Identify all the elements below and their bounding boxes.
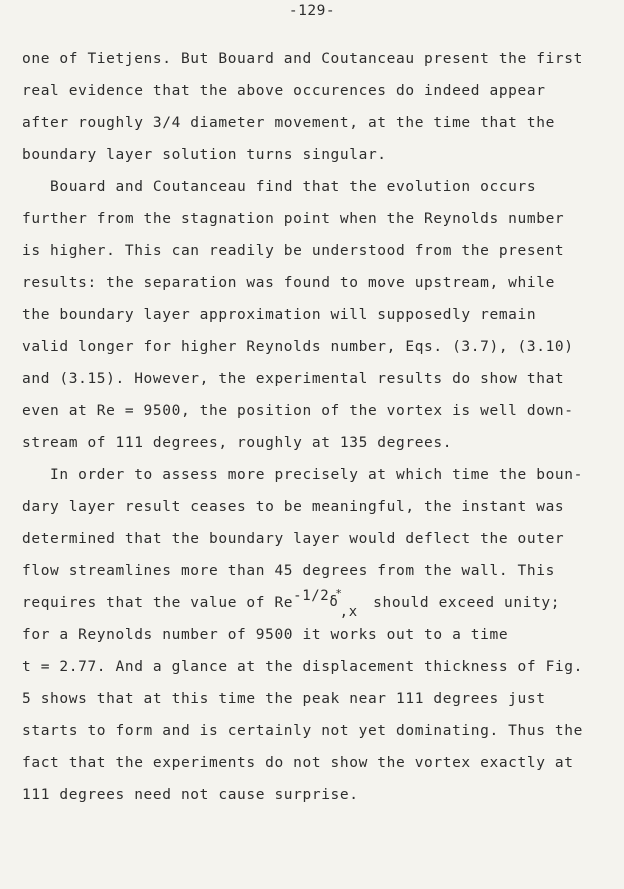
equation-text-before: requires that the value of Re (22, 595, 294, 611)
text-line: for a Reynolds number of 9500 it works out to a time (22, 627, 509, 643)
text-line: 5 shows that at this time the peak near 111 degrees just (22, 691, 546, 707)
text-line: determined that the boundary layer would deflect the outer (22, 531, 565, 547)
text-line: flow streamlines more than 45 degrees from the wall. This (22, 563, 555, 579)
text-line: even at Re = 9500, the position of the vortex is well down- (22, 403, 574, 419)
page-number: -129- (288, 3, 336, 19)
text-line: starts to form and is certainly not yet dominating. Thus the (22, 723, 583, 739)
text-line: t = 2.77. And a glance at the displacement thickness of Fig. (22, 659, 583, 675)
text-line: fact that the experiments do not show the vortex exactly at (22, 755, 574, 771)
equation-exponent: -1/2 (293, 588, 330, 604)
text-line: boundary layer solution turns singular. (22, 147, 387, 163)
equation-subscript: ,x (339, 604, 358, 620)
text-line: real evidence that the above occurences do indeed appear (22, 83, 546, 99)
text-line: one of Tietjens. But Bouard and Coutanceau present the first (22, 51, 583, 67)
text-line: the boundary layer approximation will supposedly remain (22, 307, 537, 323)
equation-delta-symbol: δ (329, 594, 339, 610)
text-line: results: the separation was found to move upstream, while (22, 275, 555, 291)
text-line: stream of 111 degrees, roughly at 135 degrees. (22, 435, 453, 451)
text-line: further from the stagnation point when the Reynolds number (22, 211, 565, 227)
text-line: is higher. This can readily be understood from the present (22, 243, 565, 259)
text-line: 111 degrees need not cause surprise. (22, 787, 359, 803)
equation-star: * (335, 587, 343, 600)
equation-line (22, 587, 561, 620)
equation-text-after: should exceed unity; (363, 595, 561, 611)
text-line: Bouard and Coutanceau find that the evolution occurs (22, 179, 537, 195)
text-line: and (3.15). However, the experimental results do show that (22, 371, 565, 387)
text-line: after roughly 3/4 diameter movement, at the time that the (22, 115, 555, 131)
text-line: dary layer result ceases to be meaningful, the instant was (22, 499, 565, 515)
text-line: valid longer for higher Reynolds number, Eqs. (3.7), (3.10) (22, 339, 574, 355)
text-line: In order to assess more precisely at which time the boun- (22, 467, 583, 483)
